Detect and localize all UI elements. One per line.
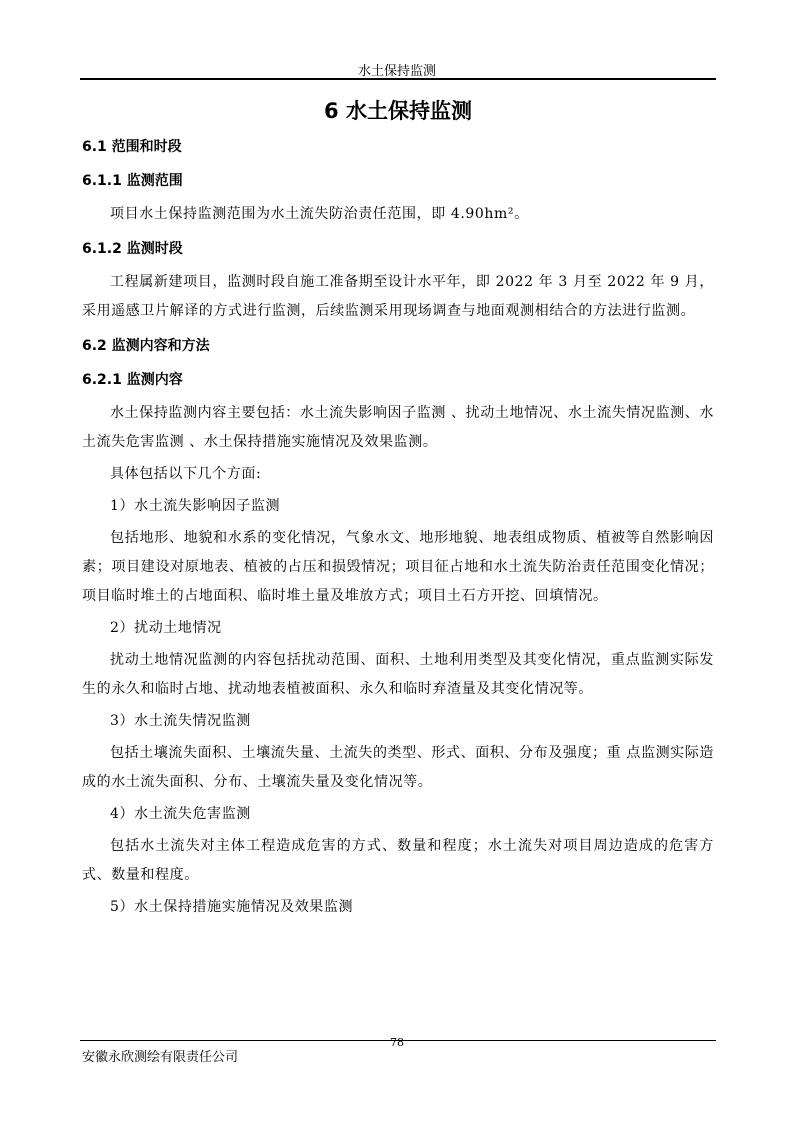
paragraph-monitoring-period: 工程属新建项目，监测时段自施工准备期至设计水平年，即 2022 年 3 月至 2022 年 9 月，采用遥感卫片解译的方式进行监测，后续监测采用现场调查与地面观测相结合的方法进行监测。 xyxy=(82,274,714,319)
section-heading-6-2: 6.2 监测内容和方法 xyxy=(82,338,210,354)
paragraph-item-3: 包括土壤流失面积、土壤流失量、土流失的类型、形式、面积、分布及强度；重 点监测实际造成的水土流失面积、分布、土壤流失量及变化情况等。 xyxy=(82,745,714,790)
paragraph-item-4: 包括水土流失对主体工程造成危害的方式、数量和程度；水土流失对项目周边造成的危害方式、数量和程度。 xyxy=(82,838,714,883)
paragraph-item-2: 扰动土地情况监测的内容包括扰动范围、面积、土地利用类型及其变化情况，重点监测实际发生的永久和临时占地、扰动地表植被面积、永久和临时弃渣量及其变化情况等。 xyxy=(82,652,714,697)
paragraph-aspects-intro: 具体包括以下几个方面: xyxy=(110,466,262,482)
list-item-1: 1）水土流失影响因子监测 xyxy=(110,498,281,514)
paragraph-item-1: 包括地形、地貌和水系的变化情况，气象水文、地形地貌、地表组成物质、植被等自然影响因素；项目建设对原地表、植被的占压和损毁情况；项目征占地和水土流失防治责任范围变化情况；项目临时堆土的占地面积、临时堆土量及堆放方式；项目土石方开挖、回填情况。 xyxy=(82,530,714,604)
section-heading-6-1-2: 6.1.2 监测时段 xyxy=(82,241,183,257)
list-item-5: 5）水土保持措施实施情况及效果监测 xyxy=(110,899,354,915)
running-header: 水土保持监测 xyxy=(357,64,436,79)
list-item-2: 2）扰动土地情况 xyxy=(110,620,222,636)
page-number: 78 xyxy=(390,1036,404,1049)
section-heading-6-1: 6.1 范围和时段 xyxy=(82,139,182,155)
paragraph-monitoring-content: 水土保持监测内容主要包括：水土流失影响因子监测 、扰动土地情况、水土流失情况监测、水土流失危害监测 、水土保持措施实施情况及效果监测。 xyxy=(82,405,714,450)
chapter-title: 6 水土保持监测 xyxy=(324,99,472,123)
list-item-4: 4）水土流失危害监测 xyxy=(110,806,251,822)
footer-rule xyxy=(80,1040,716,1041)
header-rule xyxy=(80,78,716,80)
section-heading-6-1-1: 6.1.1 监测范围 xyxy=(82,173,183,189)
document-body xyxy=(82,92,714,925)
list-item-3: 3）水土流失情况监测 xyxy=(110,713,251,729)
paragraph-monitoring-scope: 项目水土保持监测范围为水土流失防治责任范围，即 4.90hm²。 xyxy=(110,206,529,222)
section-heading-6-2-1: 6.2.1 监测内容 xyxy=(82,372,183,388)
footer-company: 安徽永欣测绘有限责任公司 xyxy=(82,1050,239,1065)
